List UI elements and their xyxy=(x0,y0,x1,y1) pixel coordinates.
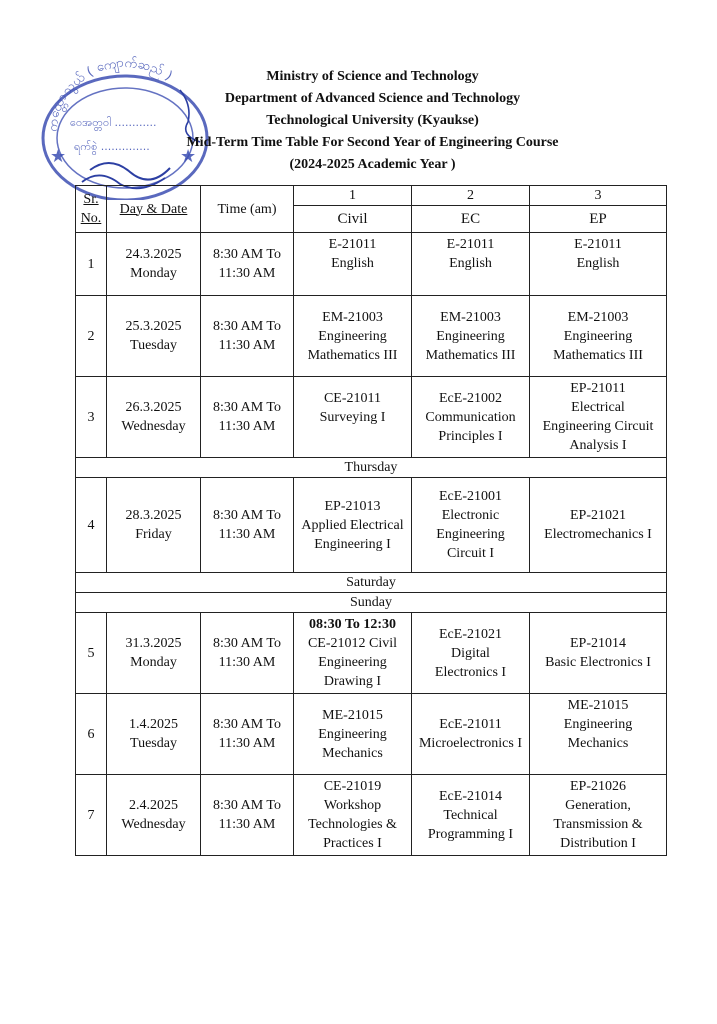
col-number-2: 2 xyxy=(412,186,530,206)
header-row-numbers xyxy=(76,186,667,206)
university-title: Technological University (Kyaukse) xyxy=(266,113,479,128)
row-civil-subject: E-21011 English xyxy=(294,233,412,296)
academic-year: (2024-2025 Academic Year ) xyxy=(289,157,456,172)
row-civil-subject: 08:30 To 12:30 CE-21012 Civil Engineering Drawing I xyxy=(294,613,412,694)
row-ec-subject: E-21011 English xyxy=(412,233,530,296)
separator-row xyxy=(76,573,667,593)
department-title: Department of Advanced Science and Technology xyxy=(224,91,521,106)
row-day-date: 26.3.2025 Wednesday xyxy=(107,377,201,458)
row-ep-subject: ME-21015 Engineering Mechanics xyxy=(530,694,667,775)
col-name-civil: Civil xyxy=(294,206,412,233)
row-sr: 2 xyxy=(76,296,107,377)
col-number-3: 3 xyxy=(530,186,667,206)
row-sr: 4 xyxy=(76,478,107,573)
row-time: 8:30 AM To 11:30 AM xyxy=(201,377,294,458)
row-civil-subject: CE-21011 Surveying I xyxy=(294,377,412,458)
row-ec-subject: EM-21003 Engineering Mathematics III xyxy=(412,296,530,377)
row-ep-subject: EM-21003 Engineering Mathematics III xyxy=(530,296,667,377)
document-header xyxy=(0,66,717,176)
row-sr: 6 xyxy=(76,694,107,775)
row-day-date: 1.4.2025 Tuesday xyxy=(107,694,201,775)
row-time: 8:30 AM To 11:30 AM xyxy=(201,613,294,694)
table-row xyxy=(76,233,667,296)
timetable-title: Mid-Term Time Table For Second Year of Engineering Course xyxy=(186,135,559,150)
row-ec-subject: EcE-21011 Microelectronics I xyxy=(412,694,530,775)
row-day-date: 24.3.2025 Monday xyxy=(107,233,201,296)
col-name-ep: EP xyxy=(530,206,667,233)
row-sr: 5 xyxy=(76,613,107,694)
table-row xyxy=(76,478,667,573)
col-header-sr: Sr. No. xyxy=(76,186,107,233)
row-ep-subject: E-21011 English xyxy=(530,233,667,296)
col-header-time: Time (am) xyxy=(201,186,294,233)
row-ec-subject: EcE-21021 Digital Electronics I xyxy=(412,613,530,694)
svg-text:ကထ္တောသွယ် ( ကျောက်ဆည် ): ကထ္တောသွယ် ( ကျောက်ဆည် ) xyxy=(45,55,175,133)
separator-row xyxy=(76,458,667,478)
row-ec-subject: EcE-21002 Communication Principles I xyxy=(412,377,530,458)
holiday-saturday: Saturday xyxy=(76,573,667,593)
row-day-date: 2.4.2025 Wednesday xyxy=(107,775,201,856)
holiday-sunday: Sunday xyxy=(76,593,667,613)
table-row xyxy=(76,296,667,377)
table-row xyxy=(76,613,667,694)
row-time: 8:30 AM To 11:30 AM xyxy=(201,296,294,377)
row-time: 8:30 AM To 11:30 AM xyxy=(201,478,294,573)
svg-text:★: ★ xyxy=(50,146,67,166)
row-civil-subject: ME-21015 Engineering Mechanics xyxy=(294,694,412,775)
table-row xyxy=(76,377,667,458)
row-day-date: 31.3.2025 Monday xyxy=(107,613,201,694)
col-name-ec: EC xyxy=(412,206,530,233)
col-number-1: 1 xyxy=(294,186,412,206)
timetable xyxy=(75,185,667,856)
row-ep-subject: EP-21026 Generation, Transmission & Distribution I xyxy=(530,775,667,856)
row-day-date: 28.3.2025 Friday xyxy=(107,478,201,573)
row-ec-subject: EcE-21001 Electronic Engineering Circuit I xyxy=(412,478,530,573)
holiday-thursday: Thursday xyxy=(76,458,667,478)
row-civil-subject: EP-21013 Applied Electrical Engineering I xyxy=(294,478,412,573)
row-sr: 3 xyxy=(76,377,107,458)
row-sr: 1 xyxy=(76,233,107,296)
row-ep-subject: EP-21021 Electromechanics I xyxy=(530,478,667,573)
separator-row xyxy=(76,593,667,613)
row-ep-subject: EP-21011 Electrical Engineering Circuit Analysis I xyxy=(530,377,667,458)
row-ec-subject: EcE-21014 Technical Programming I xyxy=(412,775,530,856)
table-row xyxy=(76,694,667,775)
row-civil-subject: CE-21019 Workshop Technologies & Practices I xyxy=(294,775,412,856)
col-header-day-date: Day & Date xyxy=(107,186,201,233)
ministry-title: Ministry of Science and Technology xyxy=(266,69,479,84)
row-ep-subject: EP-21014 Basic Electronics I xyxy=(530,613,667,694)
svg-text:★: ★ xyxy=(180,146,197,166)
exam-time-override: 08:30 To 12:30 xyxy=(308,617,397,632)
row-day-date: 25.3.2025 Tuesday xyxy=(107,296,201,377)
svg-text:ဝေအတ္တဝါ ............: ဝေအတ္တဝါ ............ xyxy=(70,116,157,129)
svg-text:ရက်စွဲ ..............: ရက်စွဲ .............. xyxy=(74,140,150,153)
row-civil-subject: EM-21003 Engineering Mathematics III xyxy=(294,296,412,377)
row-time: 8:30 AM To 11:30 AM xyxy=(201,233,294,296)
row-sr: 7 xyxy=(76,775,107,856)
row-time: 8:30 AM To 11:30 AM xyxy=(201,694,294,775)
row-time: 8:30 AM To 11:30 AM xyxy=(201,775,294,856)
table-row xyxy=(76,775,667,856)
